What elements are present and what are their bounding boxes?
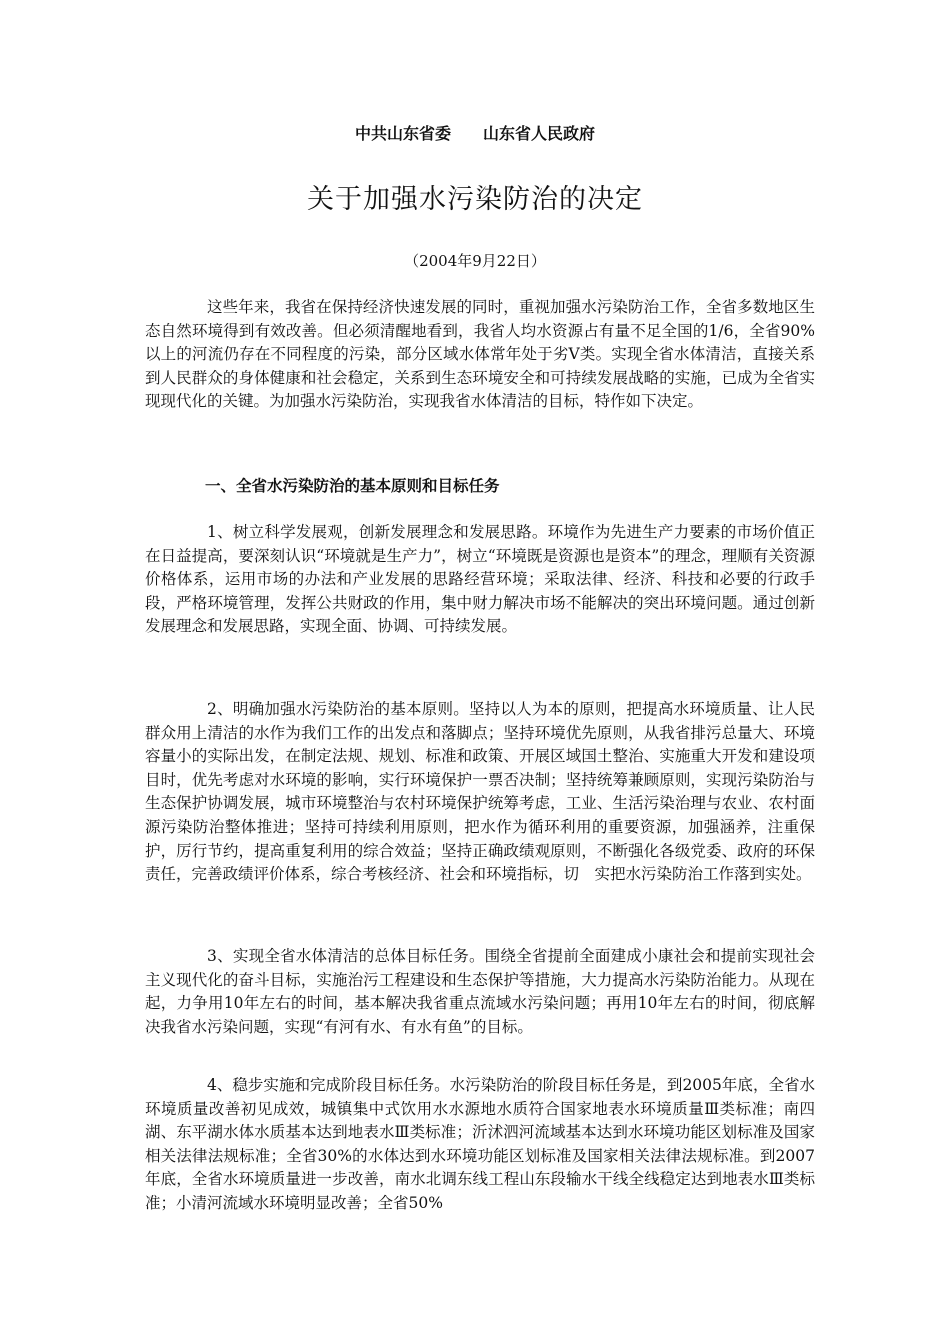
paragraph-item-4: 4、稳步实施和完成阶段目标任务。水污染防治的阶段目标任务是，到2005年底，全省水环境质量改善初见成效，城镇集中式饮用水水源地水质符合国家地表水环境质量Ⅲ类标准；南四湖、东平湖水体水质基本达到地表水Ⅲ类标准；沂沭泗河流域基本达到水环境功能区划标准及国家相关法律法规标准；全省30%的水体达到水环境功能区划标准及国家相关法律法规标准。到2007年底，全省水环境质量进一步改善，南水北调东线工程山东段输水干线全线稳定达到地表水Ⅲ类标准；小清河流域水环境明显改善；全省50%: [145, 1076, 815, 1212]
intro-paragraph: 这些年来，我省在保持经济快速发展的同时，重视加强水污染防治工作，全省多数地区生态自然环境得到有效改善。但必须清醒地看到，我省人均水资源占有量不足全国的1/6，全省90%以上的河流仍存在不同程度的污染，部分区域水体常年处于劣Ⅴ类。实现全省水体清洁，直接关系到人民群众的身体健康和社会稳定，关系到生态环境安全和可持续发展战略的实施，已成为全省实现现代化的关键。为加强水污染防治，实现我省水体清洁的目标，特作如下决定。: [145, 298, 815, 411]
section-heading: 一、全省水污染防治的基本原则和目标任务: [205, 477, 500, 495]
document-date: （2004年9月22日）: [404, 252, 546, 270]
issuer-line: 中共山东省委 山东省人民政府: [354, 124, 595, 143]
paragraph-item-1: 1、树立科学发展观，创新发展理念和发展思路。环境作为先进生产力要素的市场价值正在日益提高，要深刻认识“环境就是生产力”，树立“环境既是资源也是资本”的理念，理顺有关资源价格体系，运用市场的办法和产业发展的思路经营环境；采取法律、经济、科技和必要的行政手段，严格环境管理，发挥公共财政的作用，集中财力解决市场不能解决的突出环境问题。通过创新发展理念和发展思路，实现全面、协调、可持续发展。: [145, 523, 815, 636]
paragraph-item-2: 2、明确加强水污染防治的基本原则。坚持以人为本的原则，把提高水环境质量、让人民群众用上清洁的水作为我们工作的出发点和落脚点；坚持环境优先原则，从我省排污总量大、环境容量小的实际出发，在制定法规、规划、标准和政策、开展区域国土整治、实施重大开发和建设项目时，优先考虑对水环境的影响，实行环境保护一票否决制；坚持统筹兼顾原则，实现污染防治与生态保护协调发展，城市环境整治与农村环境保护统筹考虑，工业、生活污染治理与农业、农村面源污染防治整体推进；坚持可持续利用原则，把水作为循环利用的重要资源，加强涵养，注重保护，厉行节约，提高重复利用的综合效益；坚持正确政绩观原则，不断强化各级党委、政府的环保责任，完善政绩评价体系，综合考核经济、社会和环境指标，切 实把水污染防治工作落到实处。: [145, 700, 815, 884]
paragraph-item-3: 3、实现全省水体清洁的总体目标任务。围绕全省提前全面建成小康社会和提前实现社会主义现代化的奋斗目标，实施治污工程建设和生态保护等措施，大力提高水污染防治能力。从现在起，力争用10年左右的时间，基本解决我省重点流域水污染问题；再用10年左右的时间，彻底解决我省水污染问题，实现“有河有水、有水有鱼”的目标。: [145, 947, 815, 1036]
document-title: 关于加强水污染防治的决定: [307, 184, 643, 215]
